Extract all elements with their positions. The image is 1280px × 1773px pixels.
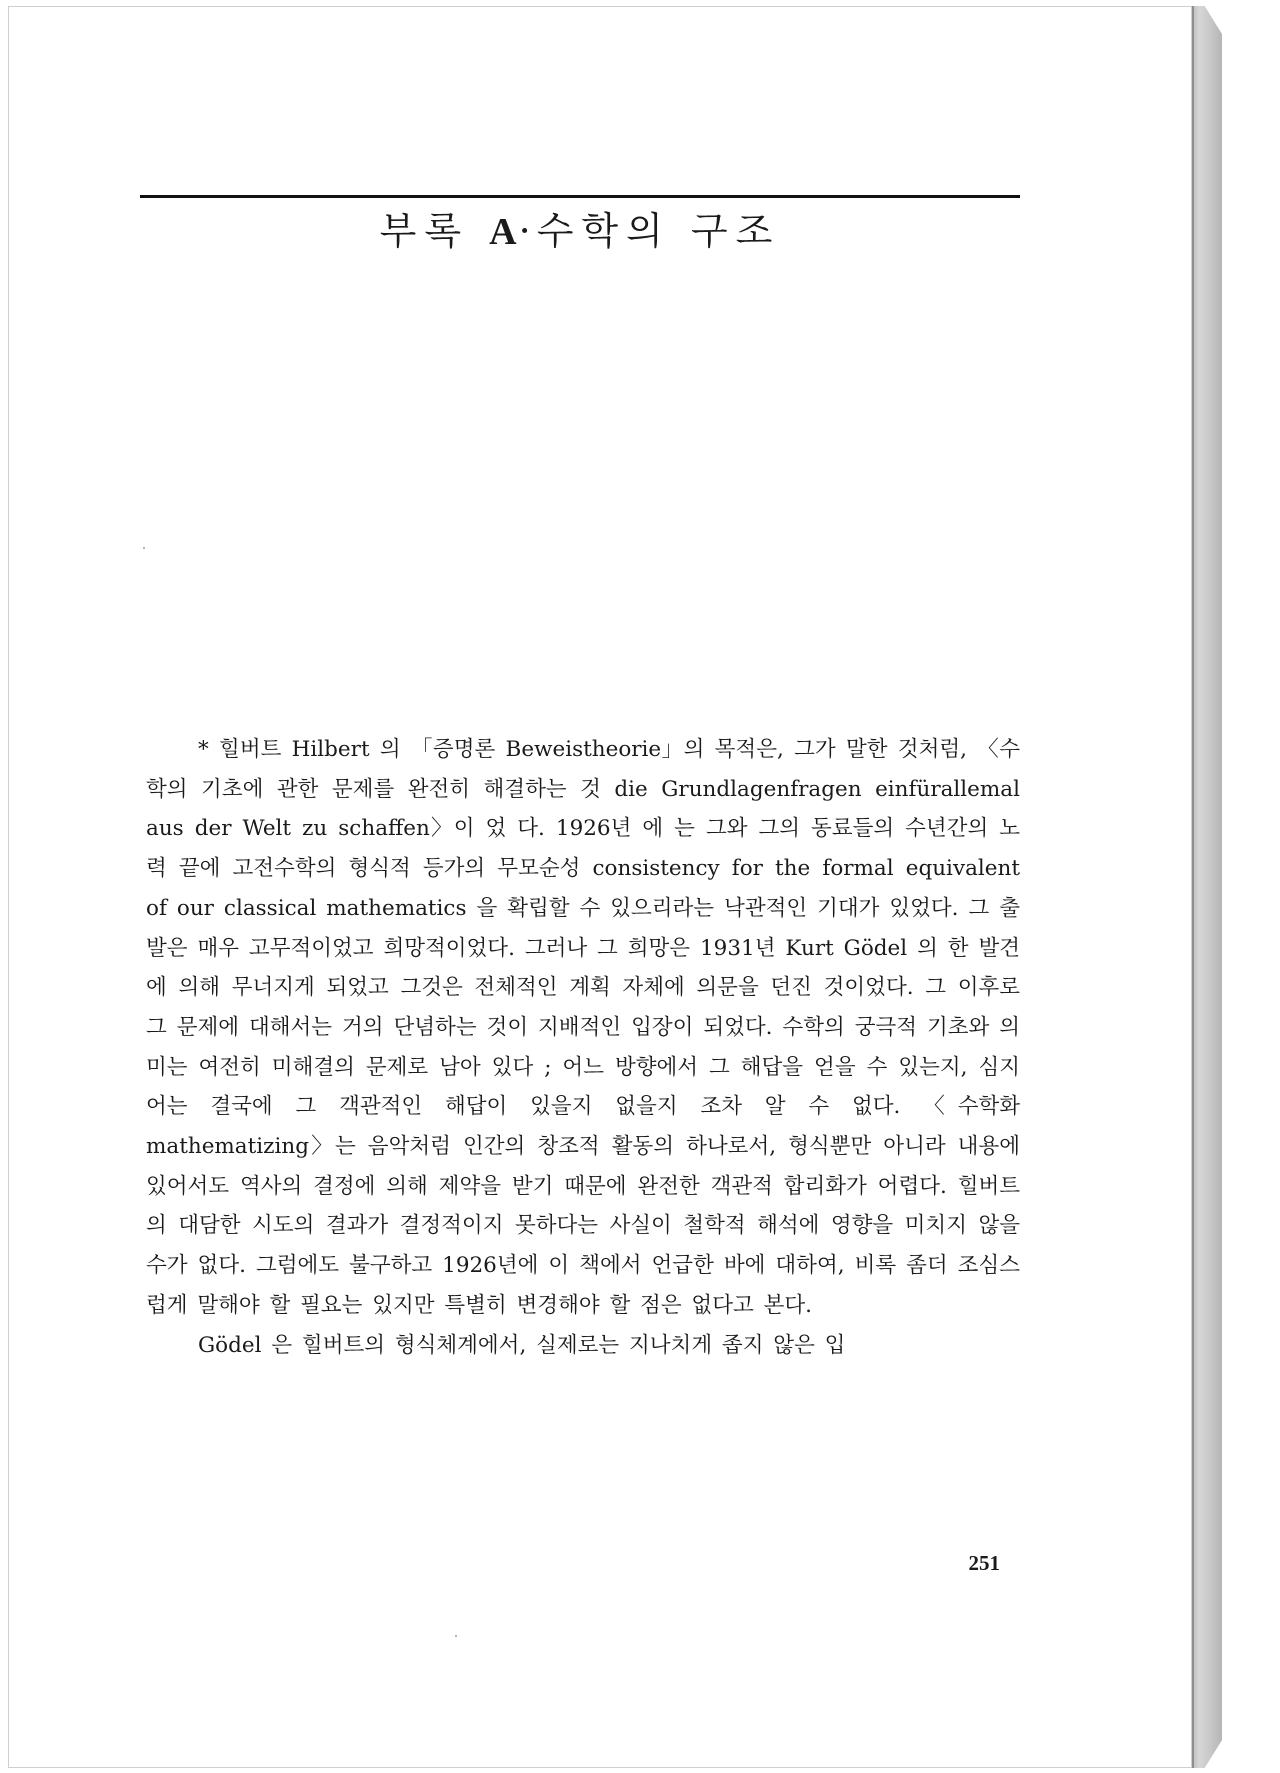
heading-prefix: 부록 <box>379 209 470 253</box>
page-stack-edge <box>1192 6 1222 1768</box>
paragraph-2: Gödel 은 힐버트의 형식체계에서, 실제로는 지나치게 좁지 않은 입 <box>198 1332 846 1358</box>
heading-appendix-letter: A <box>489 211 519 253</box>
page-number: 251 <box>968 1551 1000 1575</box>
page-edge-line <box>1192 6 1194 1768</box>
chapter-rule <box>140 195 1020 198</box>
body-text <box>146 730 1020 1365</box>
heading-separator: · <box>518 209 537 253</box>
paragraph-1: * 힐버트 Hilbert 의 「증명론 Beweistheorie」의 목적은, 그가 말한 것처럼, 〈수학의 기초에 관한 문제를 완전히 해결하는 것 die Grundlagenfragen einfürallemal aus der Welt zu schaffen〉이 었 다. 1926년 에 는 그와 그의 동료들의 수년간의 노력 끝에 고전수학의 형식적 등가의 무모순성 consistency for the formal equivalent of our classical mathematics 을 확립할 수 있으리라는 낙관적인 기대가 있었다. 그 출발은 매우 고무적이었고 희망적이었다. 그러나 그 희망은 1931년 Kurt Gödel 의 한 발견에 의해 무너지게 되었고 그것은 전체적인 계획 자체에 의문을 던진 것이었다. 그 이후로 그 문제에 대해서는 거의 단념하는 것이 지배적인 입장이 되었다. 수학의 궁극적 기초와 의미는 여전히 미해결의 문제로 남아 있다 ; 어느 방향에서 그 해답을 얻을 수 있는지, 심지어는 결국에 그 객관적인 해답이 있을지 없을지 조차 알 수 없다. 〈수학화 mathematizing〉는 음악처럼 인간의 창조적 활동의 하나로서, 형식뿐만 아니라 내용에 있어서도 역사의 결정에 의해 제약을 받기 때문에 완전한 객관적 합리화가 어렵다. 힐버트의 대담한 시도의 결과가 결정적이지 못하다는 사실이 철학적 해석에 영향을 미치지 않을 수가 없다. 그럼에도 불구하고 1926년에 이 책에서 언급한 바에 대하여, 비록 좀더 조심스럽게 말해야 할 필요는 있지만 특별히 변경해야 할 점은 없다고 본다. <box>146 737 1020 1318</box>
scan-speck <box>455 1635 457 1637</box>
scan-speck <box>143 547 145 549</box>
heading-title: 수학의 구조 <box>536 209 781 253</box>
chapter-heading <box>140 203 1020 260</box>
